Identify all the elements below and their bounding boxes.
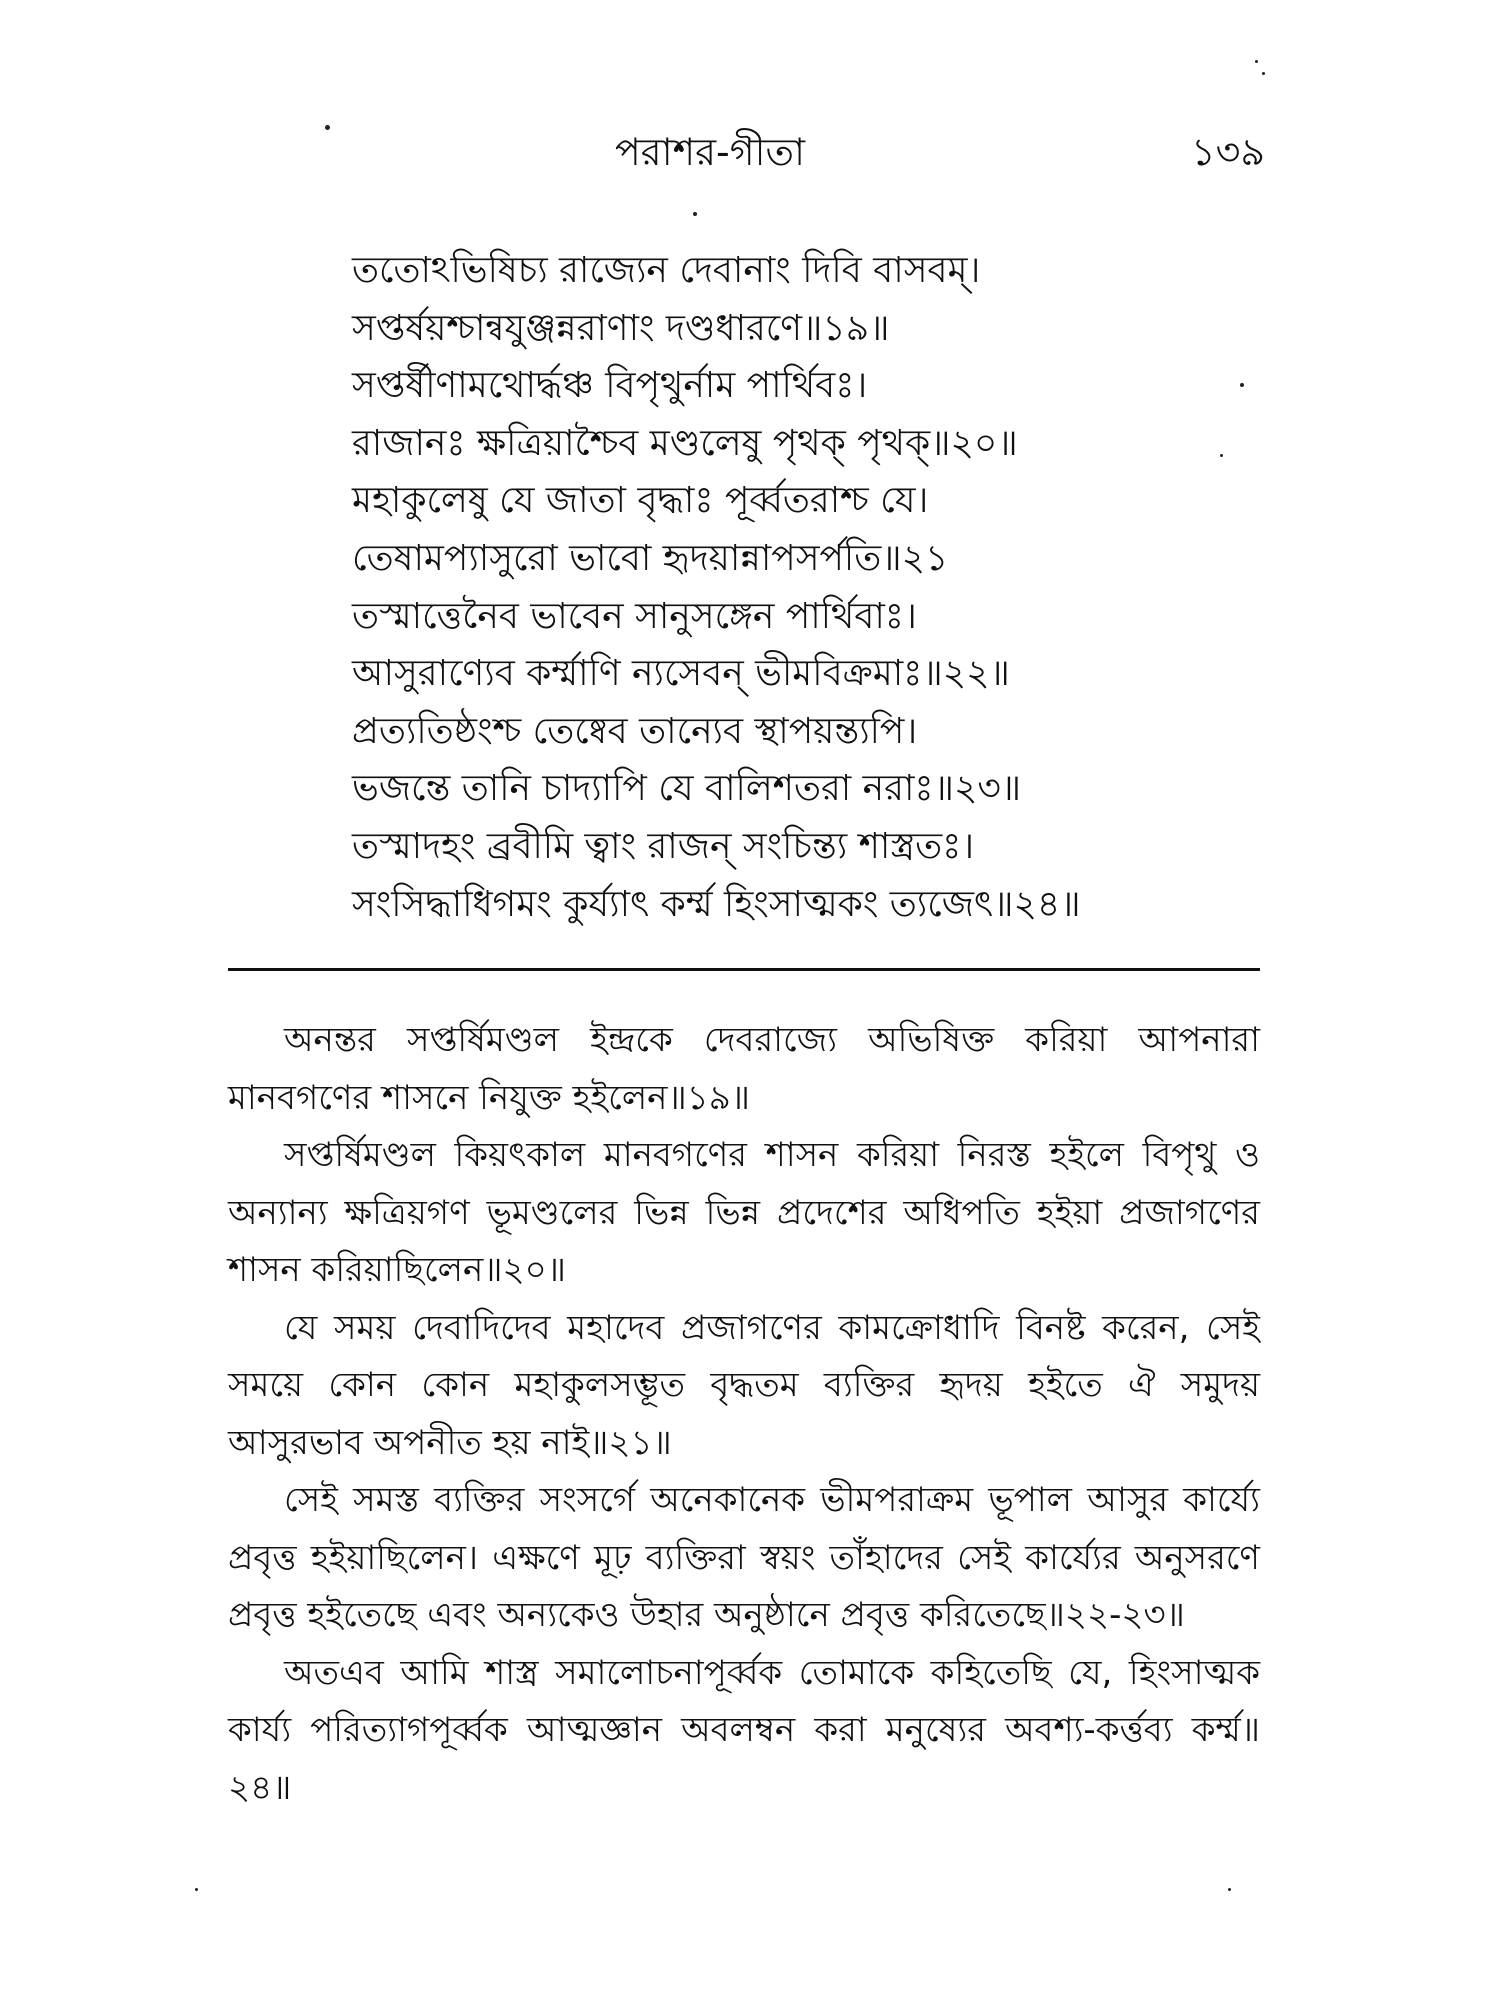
- verse-line: রাজানঃ ক্ষত্রিয়াশ্চৈব মণ্ডলেষু পৃথক্ পৃথক্॥২০॥: [352, 422, 1018, 464]
- bengali-commentary: [228, 1012, 1260, 1817]
- verse-line: তস্মাদহং ব্রবীমি ত্বাং রাজন্ সংচিন্ত্য শাস্ত্রতঃ।: [352, 825, 975, 867]
- commentary-paragraph: সেই সমস্ত ব্যক্তির সংসর্গে অনেকানেক ভীমপরাক্রম ভূপাল আসুর কার্য্যে প্রবৃত্ত হইয়াছিলেন। এক্ষণে মূঢ় ব্যক্তিরা স্বয়ং তাঁহাদের সেই কার্য্যের অনুসরণে প্রবৃত্ত হইতেছে এবং অন্যকেও উহার অনুষ্ঠানে প্রবৃত্ত করিতেছে॥২২-২৩॥: [228, 1480, 1260, 1635]
- commentary-paragraph: অতএব আমি শাস্ত্র সমালোচনাপূর্ব্বক তোমাকে কহিতেছি যে, হিংসাত্মক কার্য্য পরিত্যাগপূর্ব্বক আত্মজ্ঞান অবলম্বন করা মনুষ্যের অবশ্য-কর্ত্তব্য কর্ম্ম॥২৪॥: [228, 1652, 1260, 1808]
- verse-line: প্রত্যতিষ্ঠংশ্চ তেষ্বেব তান্যেব স্থাপয়ন্ত্যপি।: [352, 710, 918, 752]
- verse-line: ততোঽভিষিচ্য রাজ্যেন দেবানাং দিবি বাসবম্।: [352, 250, 981, 291]
- scan-speck: [1220, 454, 1223, 457]
- page-number: ১৩৯: [1190, 130, 1265, 174]
- verse-line: সংসিদ্ধাধিগমং কুর্য্যাৎ কর্ম্ম হিংসাত্মকং ত্যজেৎ॥২৪॥: [352, 883, 1081, 925]
- verse-line: তস্মাত্তেনৈব ভাবেন সানুসঙ্গেন পার্থিবাঃ।: [352, 595, 917, 637]
- verse-line: ভজন্তে তানি চাদ্যাপি যে বালিশতরা নরাঃ॥২৩॥: [352, 768, 1022, 810]
- scan-speck: [195, 1888, 198, 1891]
- scan-speck: [1262, 72, 1265, 75]
- scan-speck: [1240, 383, 1244, 387]
- section-divider: [228, 968, 1260, 971]
- commentary-paragraph: যে সময় দেবাদিদেব মহাদেব প্রজাগণের কামক্রোধাদি বিনষ্ট করেন, সেই সময়ে কোন কোন মহাকুলসম্ভূত বৃদ্ধতম ব্যক্তির হৃদয় হইতে ঐ সমুদয় আসুরভাব অপনীত হয় নাই॥২১॥: [228, 1307, 1260, 1463]
- sanskrit-verses: [352, 242, 1312, 933]
- verse-line: সপ্তর্ষীণামথোর্দ্ধঞ্চ বিপৃথুর্নাম পার্থিবঃ।: [352, 365, 868, 407]
- verse-line: সপ্তর্ষয়শ্চান্বযুঞ্জন্নরাণাং দণ্ডধারণে॥১৯॥: [352, 307, 890, 349]
- scan-speck: [693, 212, 697, 216]
- commentary-paragraph: অনন্তর সপ্তর্ষিমণ্ডল ইন্দ্রকে দেবরাজ্যে অভিষিক্ত করিয়া আপনারা মানবগণের শাসনে নিযুক্ত হইলেন॥১৯॥: [228, 1020, 1260, 1118]
- verse-line: আসুরাণ্যেব কর্ম্মাণি ন্যসেবন্ ভীমবিক্রমাঃ॥২২॥: [352, 653, 1010, 695]
- commentary-paragraph: সপ্তর্ষিমণ্ডল কিয়ৎকাল মানবগণের শাসন করিয়া নিরস্ত হইলে বিপৃথু ও অন্যান্য ক্ষত্রিয়গণ ভূমণ্ডলের ভিন্ন ভিন্ন প্রদেশের অধিপতি হইয়া প্রজাগণের শাসন করিয়াছিলেন॥২০॥: [228, 1135, 1260, 1290]
- verse-line: তেষামপ্যাসুরো ভাবো হৃদয়ান্নাপসর্পতি॥২১: [352, 537, 949, 579]
- scan-speck: [1255, 60, 1258, 63]
- running-header-title: পরাশর-গীতা: [614, 130, 806, 174]
- scan-speck: [325, 125, 330, 130]
- verse-line: মহাকুলেষু যে জাতা বৃদ্ধাঃ পূর্ব্বতরাশ্চ যে।: [352, 480, 929, 522]
- scan-speck: [1228, 1888, 1231, 1891]
